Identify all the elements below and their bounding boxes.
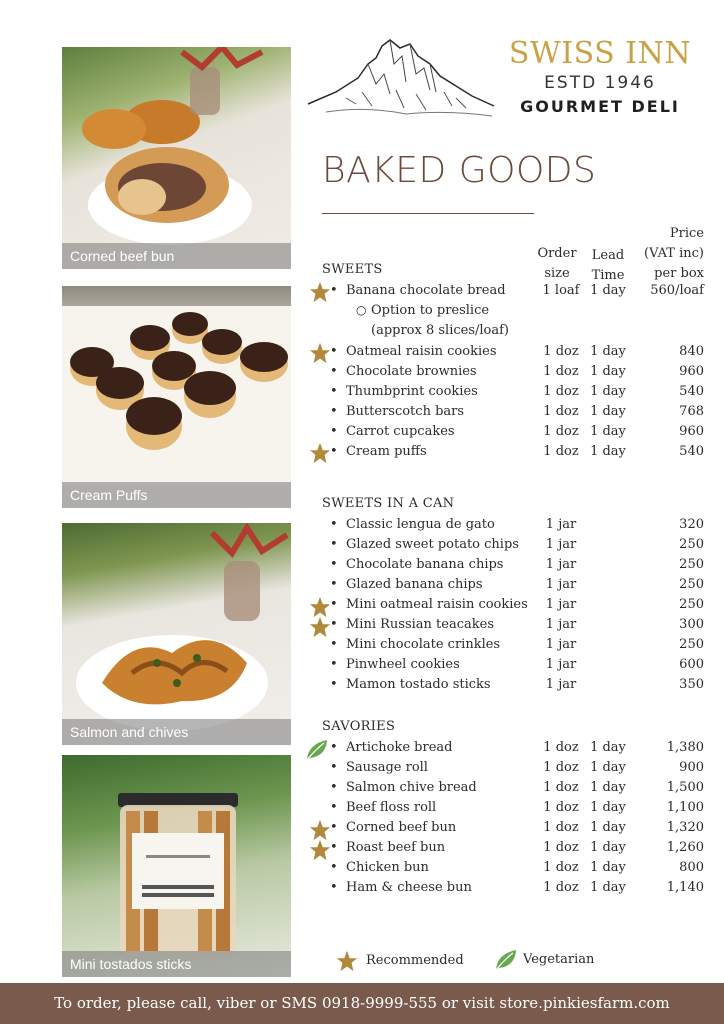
menu-item: • Sausage roll 1 doz 1 day 900 [330,760,704,775]
menu-item: • Oatmeal raisin cookies 1 doz 1 day 840 [330,344,704,359]
salmon-chive-bread-illustration [62,523,291,745]
menu-item: • Classic lengua de gato 1 jar 320 [330,517,704,532]
menu-item: • Corned beef bun 1 doz 1 day 1,320 [330,820,704,835]
tostado-jar-illustration [62,755,291,977]
photo-caption: Corned beef bun [62,243,291,269]
menu-item: • Artichoke bread 1 doz 1 day 1,380 [330,740,704,755]
menu-item-option: (approx 8 slices/loaf) [371,323,510,338]
menu-item: • Butterscotch bars 1 doz 1 day 768 [330,404,704,419]
menu-item: • Chicken bun 1 doz 1 day 800 [330,860,704,875]
brand-name: SWISS INN [508,36,692,71]
section-heading-sweets-in-a-can: SWEETS IN A CAN [322,496,455,511]
section-heading-sweets: SWEETS [322,262,383,277]
price-header: Price (VAT inc) per box [644,226,704,281]
photo-caption: Salmon and chives [62,719,291,745]
corned-beef-bun-illustration [62,47,291,269]
legend-recommended: Recommended [366,953,464,968]
menu-item: • Beef floss roll 1 doz 1 day 1,100 [330,800,704,815]
gold-star-icon [309,839,331,861]
menu-item: • Mini oatmeal raisin cookies 1 jar 250 [330,597,704,612]
menu-item: • Glazed banana chips 1 jar 250 [330,577,704,592]
menu-item: • Thumbprint cookies 1 doz 1 day 540 [330,384,704,399]
photo-salmon-and-chives [62,523,291,745]
menu-item: • Pinwheel cookies 1 jar 600 [330,657,704,672]
photo-caption: Mini tostados sticks [62,951,291,977]
gold-star-icon [336,950,358,972]
page-title: BAKED GOODS [322,150,597,191]
brand-estd: ESTD 1946 [544,73,656,93]
menu-item: • Carrot cupcakes 1 doz 1 day 960 [330,424,704,439]
title-divider [322,213,534,214]
gold-star-icon [309,281,331,303]
brand-block [500,36,700,116]
menu-item: • Glazed sweet potato chips 1 jar 250 [330,537,704,552]
section-heading-savories: SAVORIES [322,719,396,734]
menu-item: • Mini Russian teacakes 1 jar 300 [330,617,704,632]
gold-star-icon [309,596,331,618]
legend-vegetarian: Vegetarian [523,952,595,967]
sub-bullet: ○ [356,303,367,317]
menu-item: • Roast beef bun 1 doz 1 day 1,260 [330,840,704,855]
photo-cream-puffs [62,286,291,508]
gold-star-icon [309,342,331,364]
lead-time-header: Lead Time [591,248,625,283]
green-leaf-icon [493,948,519,972]
photo-mini-tostados-sticks [62,755,291,977]
order-size-header: Order size [537,246,577,281]
menu-item: • Chocolate brownies 1 doz 1 day 960 [330,364,704,379]
menu-item: • Salmon chive bread 1 doz 1 day 1,500 [330,780,704,795]
menu-item: • Ham & cheese bun 1 doz 1 day 1,140 [330,880,704,895]
menu-item: • Chocolate banana chips 1 jar 250 [330,557,704,572]
green-leaf-icon [304,738,330,762]
cream-puffs-illustration [62,286,291,508]
menu-item: • Mamon tostado sticks 1 jar 350 [330,677,704,692]
gold-star-icon [309,819,331,841]
menu-item: • Banana chocolate bread 1 loaf 1 day 560/loaf [330,283,704,298]
mountain-sketch-icon [306,34,496,126]
order-footer: To order, please call, viber or SMS 0918-9999-555 or visit store.pinkiesfarm.com [0,983,724,1024]
menu-item: • Mini chocolate crinkles 1 jar 250 [330,637,704,652]
brand-tagline: GOURMET DELI [520,97,680,116]
photo-corned-beef-bun [62,47,291,269]
photo-caption: Cream Puffs [62,482,291,508]
gold-star-icon [309,616,331,638]
menu-item-option: Option to preslice [371,303,490,318]
menu-item: • Cream puffs 1 doz 1 day 540 [330,444,704,459]
gold-star-icon [309,442,331,464]
